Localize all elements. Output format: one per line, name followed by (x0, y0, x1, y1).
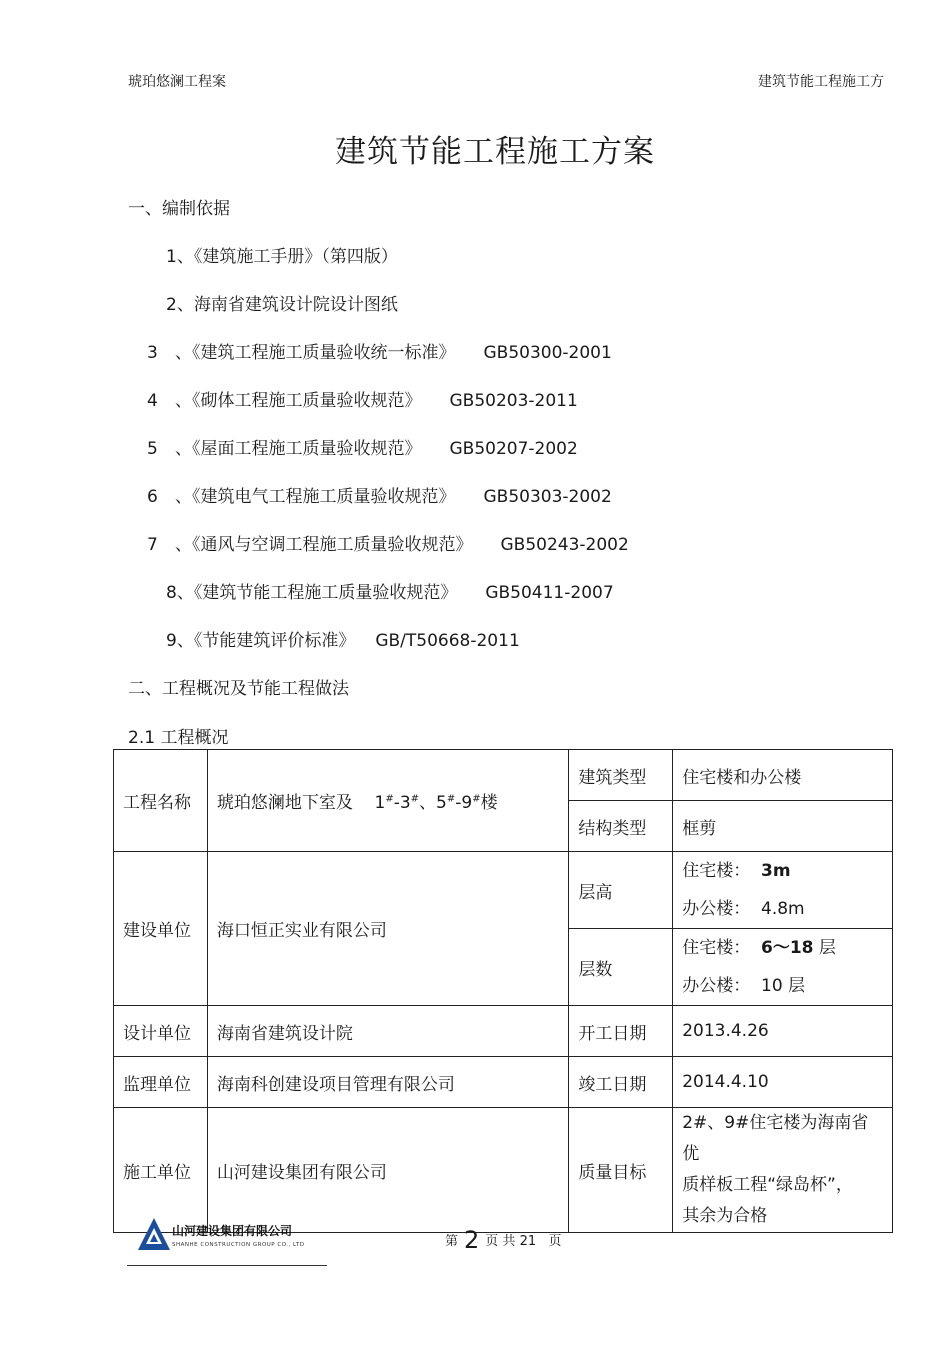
design-label: 设计单位 (114, 1006, 208, 1057)
logo-mountain-icon (137, 1216, 171, 1252)
reference-item-text: 2、海南省建筑设计院设计图纸 (166, 295, 398, 315)
design-value: 海南省建筑设计院 (207, 1006, 568, 1057)
floors-value: 住宅楼： 6～18 层 办公楼： 10 层 (673, 929, 893, 1006)
table-row (114, 852, 893, 929)
floor-height-value: 住宅楼： 3m 办公楼： 4.8m (673, 852, 893, 929)
owner-value: 海口恒正实业有限公司 (207, 852, 568, 1006)
document-title: 建筑节能工程施工方案 (335, 134, 655, 170)
reference-item-text: 9、《节能建筑评价标准》 (166, 631, 356, 651)
reference-item-6 (147, 482, 612, 507)
contractor-label: 施工单位 (114, 1108, 208, 1233)
reference-item-number: 7 (147, 535, 158, 555)
quality-target-value: 2#、9#住宅楼为海南省优 质样板工程“绿岛杯”， 其余为合格 (673, 1108, 893, 1233)
reference-item-3 (147, 338, 612, 363)
project-name-value: 琥珀悠澜地下室及 1#-3#、5#-9#楼 (207, 750, 568, 852)
header-right: 建筑节能工程施工方 (758, 74, 884, 90)
reference-item-number: 6 (147, 487, 158, 507)
table-row (114, 1057, 893, 1108)
reference-item-1 (166, 242, 398, 267)
reference-item-number: 3 (147, 343, 158, 363)
reference-item-5 (147, 434, 578, 459)
reference-item-text: 、《建筑工程施工质量验收统一标准》 (175, 343, 456, 363)
building-type-value: 住宅楼和办公楼 (673, 750, 893, 801)
start-date-value: 2013.4.26 (673, 1006, 893, 1057)
reference-item-text: 、《建筑电气工程施工质量验收规范》 (175, 487, 456, 507)
reference-item-2 (166, 290, 398, 315)
company-logo (127, 1210, 327, 1266)
standard-code: GB50203-2011 (449, 391, 578, 411)
header-left: 琥珀悠澜工程案 (128, 74, 226, 90)
standard-code: GB50303-2002 (483, 487, 612, 507)
structure-type-value: 框剪 (673, 801, 893, 852)
standard-code: GB50243-2002 (500, 535, 629, 555)
table-row (114, 750, 893, 801)
section-2-1-heading: 2.1 工程概况 (128, 728, 229, 748)
standard-code: GB/T50668-2011 (375, 631, 520, 651)
standard-code: GB50300-2001 (483, 343, 612, 363)
contractor-value: 山河建设集团有限公司 (207, 1108, 568, 1233)
reference-item-number: 5 (147, 439, 158, 459)
supervisor-label: 监理单位 (114, 1057, 208, 1108)
logo-company-name: 山河建设集团有限公司 (172, 1224, 293, 1238)
logo-company-name-en: SHANHE CONSTRUCTION GROUP CO., LTD (172, 1242, 305, 1248)
floor-height-label: 层高 (569, 852, 673, 929)
building-type-label: 建筑类型 (569, 750, 673, 801)
project-overview-table (113, 749, 893, 1233)
standard-code: GB50411-2007 (485, 583, 614, 603)
reference-item-9 (166, 626, 520, 651)
reference-item-text: 、《通风与空调工程施工质量验收规范》 (175, 535, 473, 555)
current-page-number: 2 (464, 1226, 480, 1254)
page-indicator: 第 2 页 共 21 页 (445, 1226, 562, 1254)
reference-item-text: 、《屋面工程施工质量验收规范》 (175, 439, 422, 459)
supervisor-value: 海南科创建设项目管理有限公司 (207, 1057, 568, 1108)
section-1-heading: 一、编制依据 (128, 199, 230, 219)
reference-item-8 (166, 578, 614, 603)
finish-date-label: 竣工日期 (569, 1057, 673, 1108)
project-name-label: 工程名称 (114, 750, 208, 852)
reference-item-text: 1、《建筑施工手册》（第四版） (166, 247, 398, 267)
reference-item-4 (147, 386, 578, 411)
floors-label: 层数 (569, 929, 673, 1006)
finish-date-value: 2014.4.10 (673, 1057, 893, 1108)
section-2-heading: 二、工程概况及节能工程做法 (128, 679, 349, 699)
start-date-label: 开工日期 (569, 1006, 673, 1057)
total-pages: 21 (519, 1234, 537, 1249)
reference-item-text: 、《砌体工程施工质量验收规范》 (175, 391, 422, 411)
reference-item-number: 4 (147, 391, 158, 411)
table-row (114, 1006, 893, 1057)
structure-type-label: 结构类型 (569, 801, 673, 852)
reference-item-text: 8、《建筑节能工程施工质量验收规范》 (166, 583, 458, 603)
standard-code: GB50207-2002 (449, 439, 578, 459)
quality-target-label: 质量目标 (569, 1108, 673, 1233)
reference-item-7 (147, 530, 629, 555)
owner-label: 建设单位 (114, 852, 208, 1006)
